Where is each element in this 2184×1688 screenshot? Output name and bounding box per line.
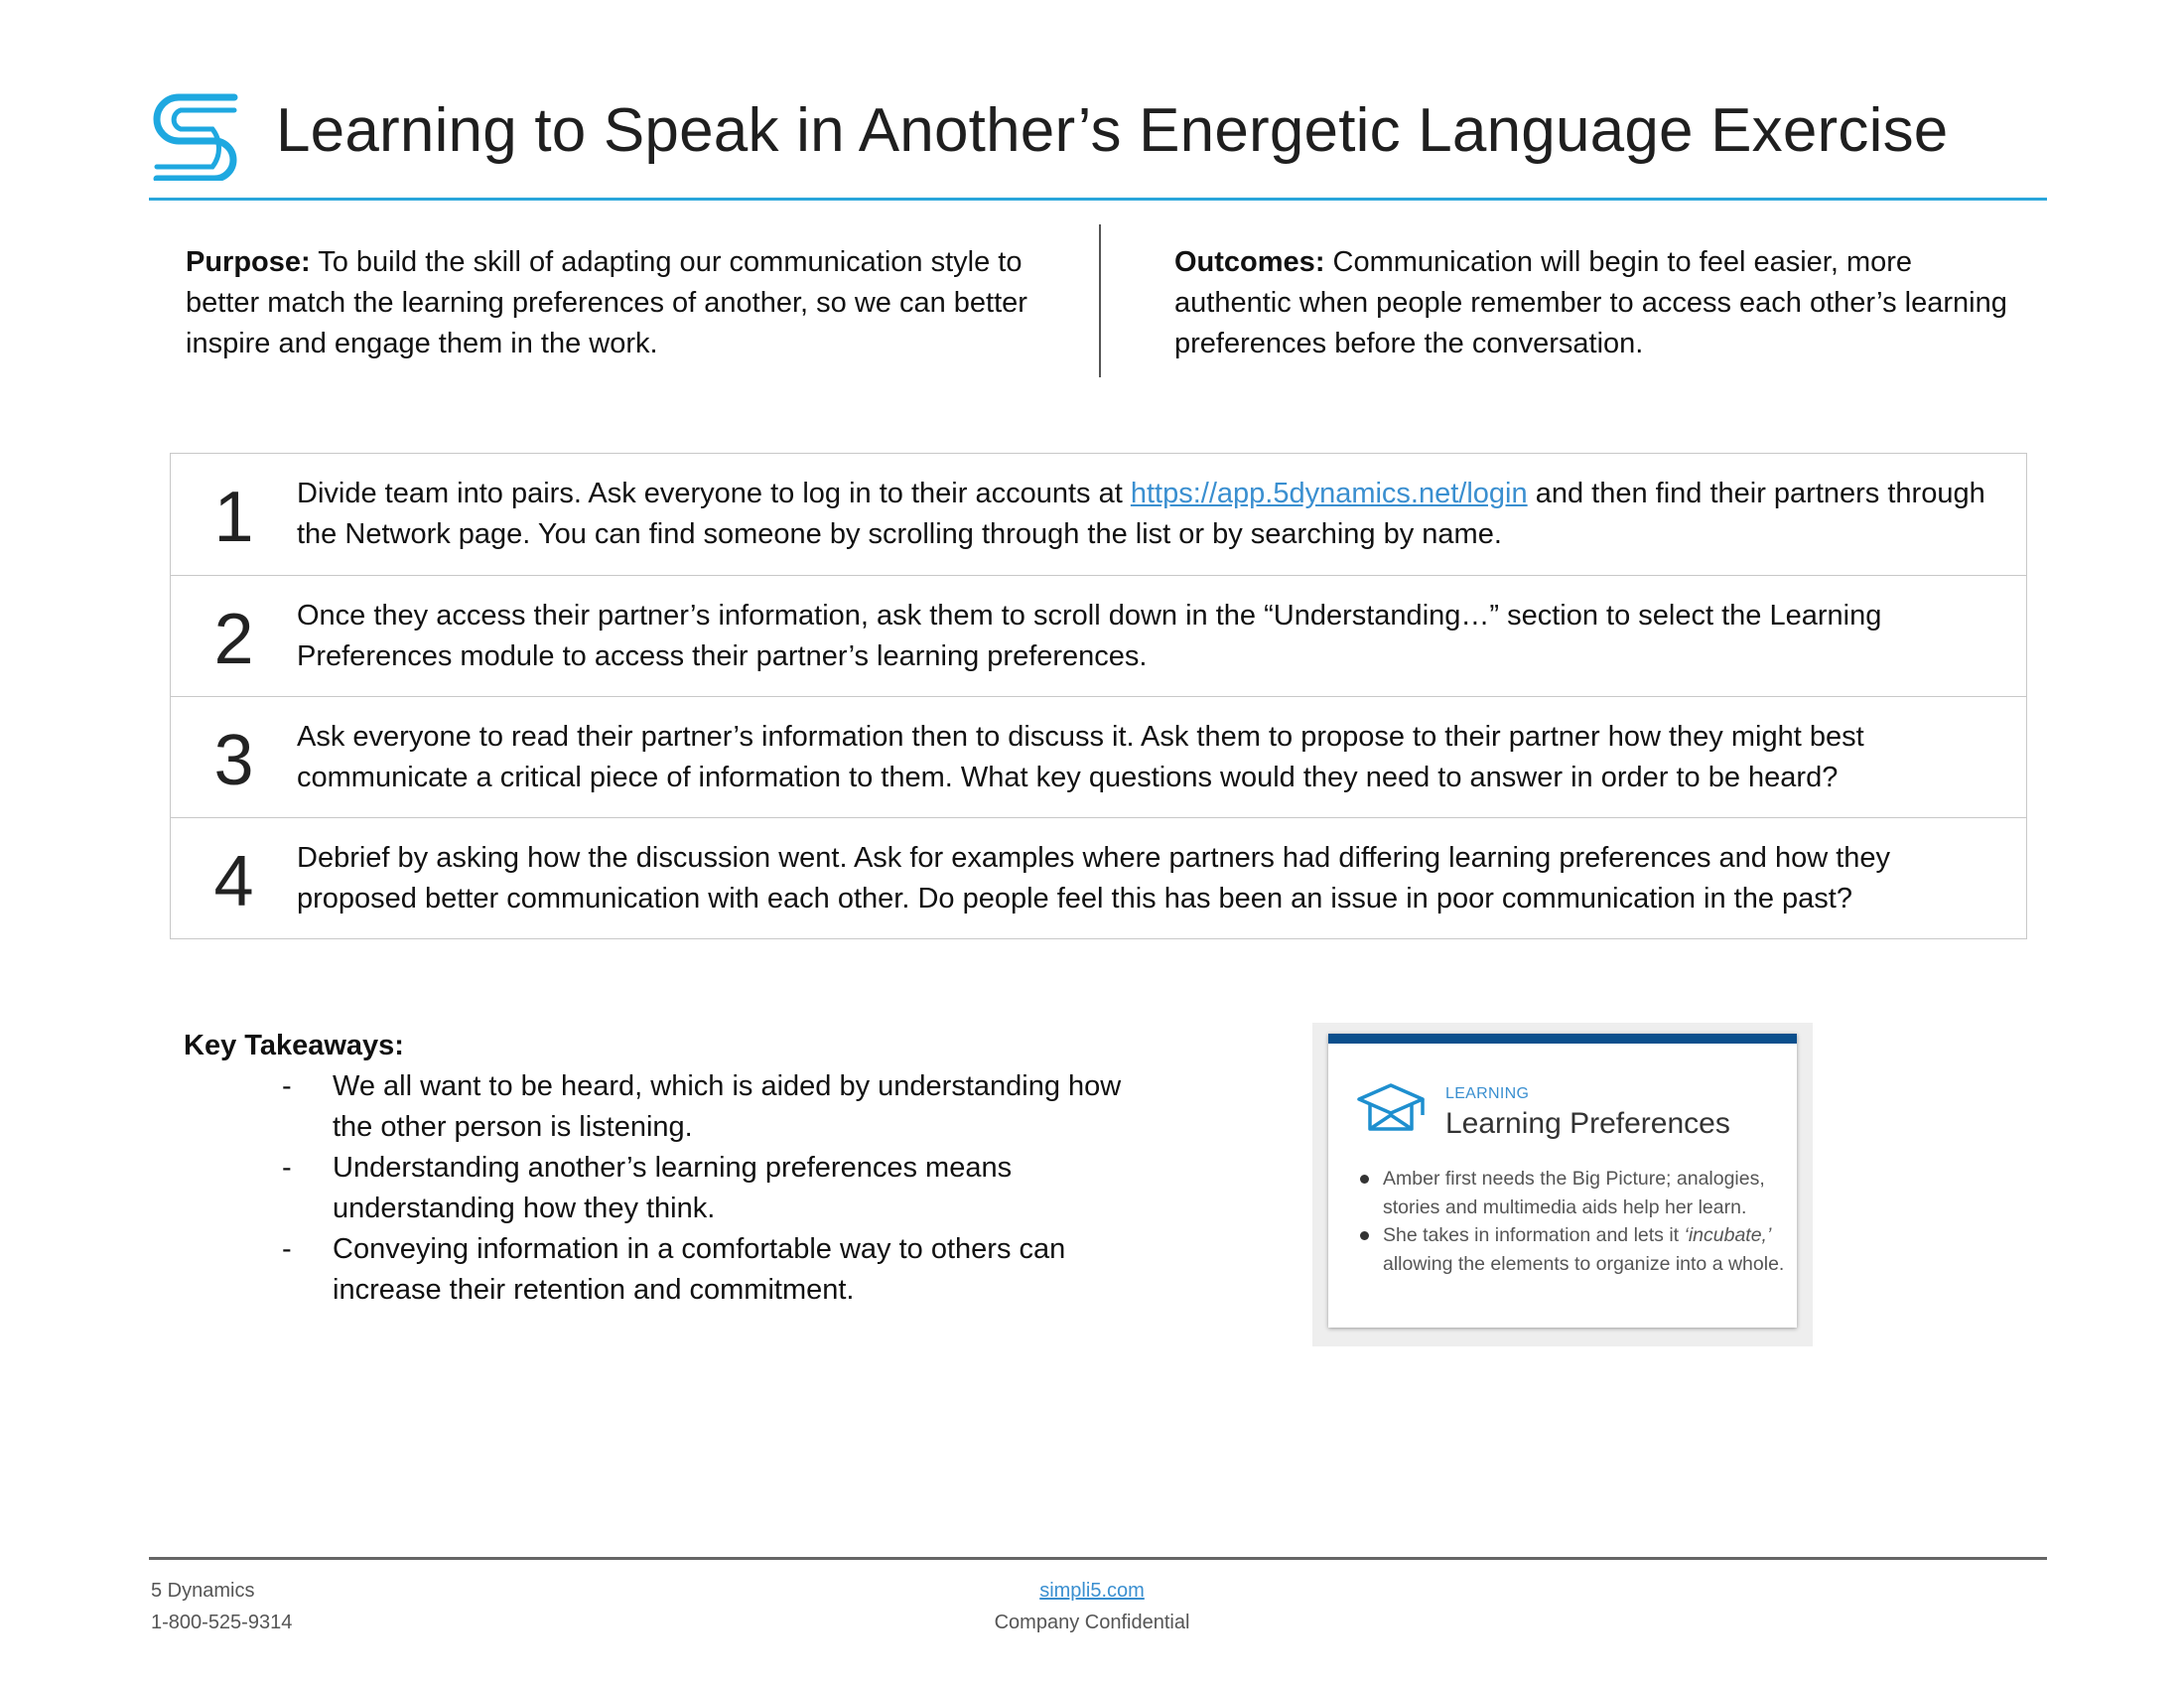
footer-company: 5 Dynamics	[151, 1580, 255, 1602]
takeaways-heading: Key Takeaways:	[184, 1030, 404, 1061]
purpose-section	[186, 242, 1089, 364]
step-text: Debrief by asking how the discussion went. Ask for examples where partners had differing learning preferences and how they proposed better communication with each other. Do people feel this has been an issue in poor communication in the past?	[297, 841, 1891, 914]
list-item	[184, 1148, 1137, 1229]
page-title: Learning to Speak in Another’s Energetic Language Exercise	[276, 96, 1949, 165]
learning-preferences-card	[1328, 1034, 1797, 1328]
step-number: 3	[213, 720, 254, 800]
step-row-1	[171, 454, 2026, 575]
card-item-text: allowing the elements to organize into a whole.	[1383, 1252, 1785, 1275]
outcomes-label: Outcomes:	[1174, 246, 1325, 278]
header-divider	[149, 198, 2047, 201]
simpli5-logo-icon	[149, 89, 244, 181]
outcomes-text: Communication will begin to feel easier, more authentic when people remember to access each other’s learning preferences before the conversation.	[1174, 246, 2007, 359]
list-item	[184, 1229, 1137, 1311]
steps-table	[170, 453, 2027, 939]
list-item	[1358, 1221, 1785, 1278]
card-item-text: Amber first needs the Big Picture; analogies, stories and multimedia aids help her learn.	[1383, 1168, 1765, 1218]
step-row-3	[171, 696, 2026, 817]
list-item	[1358, 1165, 1785, 1221]
footer-divider	[149, 1557, 2047, 1560]
vertical-divider	[1099, 224, 1101, 377]
card-kicker: LEARNING	[1445, 1085, 1530, 1102]
list-item	[184, 1066, 1137, 1148]
takeaway-text: Understanding another’s learning preferences means understanding how they think.	[333, 1152, 1013, 1224]
card-item-emphasis: ‘incubate,’	[1684, 1224, 1772, 1246]
footer-contact	[151, 1575, 292, 1638]
step-number: 1	[213, 478, 254, 557]
step-text: Ask everyone to read their partner’s information then to discuss it. Ask them to propose to their partner how they might best communicate a critical piece of information to them. What key questions would they need to answer in order to be heard?	[297, 720, 1864, 793]
step-text: Once they access their partner’s information, ask them to scroll down in the “Understanding…” section to select the Learning Preferences module to access their partner’s learning preferences.	[297, 599, 1882, 672]
purpose-text: To build the skill of adapting our communication style to better match the learning preferences of another, so we can better inspire and engage them in the work.	[186, 246, 1027, 359]
list-dash: -	[282, 1070, 292, 1102]
step-number: 4	[213, 841, 254, 921]
step-row-2	[171, 575, 2026, 696]
card-bullet-list	[1358, 1165, 1785, 1278]
step-number: 2	[213, 599, 254, 679]
bullet-icon	[1360, 1175, 1369, 1184]
list-dash: -	[282, 1152, 292, 1184]
graduation-cap-icon	[1356, 1081, 1426, 1141]
takeaway-text: We all want to be heard, which is aided by understanding how the other person is listening.	[333, 1070, 1122, 1143]
step-text	[297, 474, 2026, 555]
login-link[interactable]: https://app.5dynamics.net/login	[1130, 478, 1528, 509]
step-row-4	[171, 817, 2026, 938]
key-takeaways	[184, 1026, 1137, 1311]
footer-center	[893, 1575, 1291, 1638]
step-text-part: and then find their partners through the Network page. You can find someone by scrolling through the list or by searching by name.	[297, 478, 1985, 550]
footer-website-link[interactable]: simpli5.com	[1039, 1580, 1145, 1602]
card-item-text: She takes in information and lets it	[1383, 1224, 1685, 1246]
takeaway-text: Conveying information in a comfortable way to others can increase their retention and commitment.	[333, 1233, 1066, 1306]
footer-confidential: Company Confidential	[994, 1612, 1190, 1633]
list-dash: -	[282, 1233, 292, 1265]
footer-phone: 1-800-525-9314	[151, 1612, 293, 1633]
purpose-label: Purpose:	[186, 246, 311, 278]
card-title: Learning Preferences	[1445, 1107, 1730, 1140]
bullet-icon	[1360, 1231, 1369, 1240]
outcomes-section	[1174, 242, 2028, 364]
step-text-part: Divide team into pairs. Ask everyone to log in to their accounts at	[297, 478, 1131, 509]
